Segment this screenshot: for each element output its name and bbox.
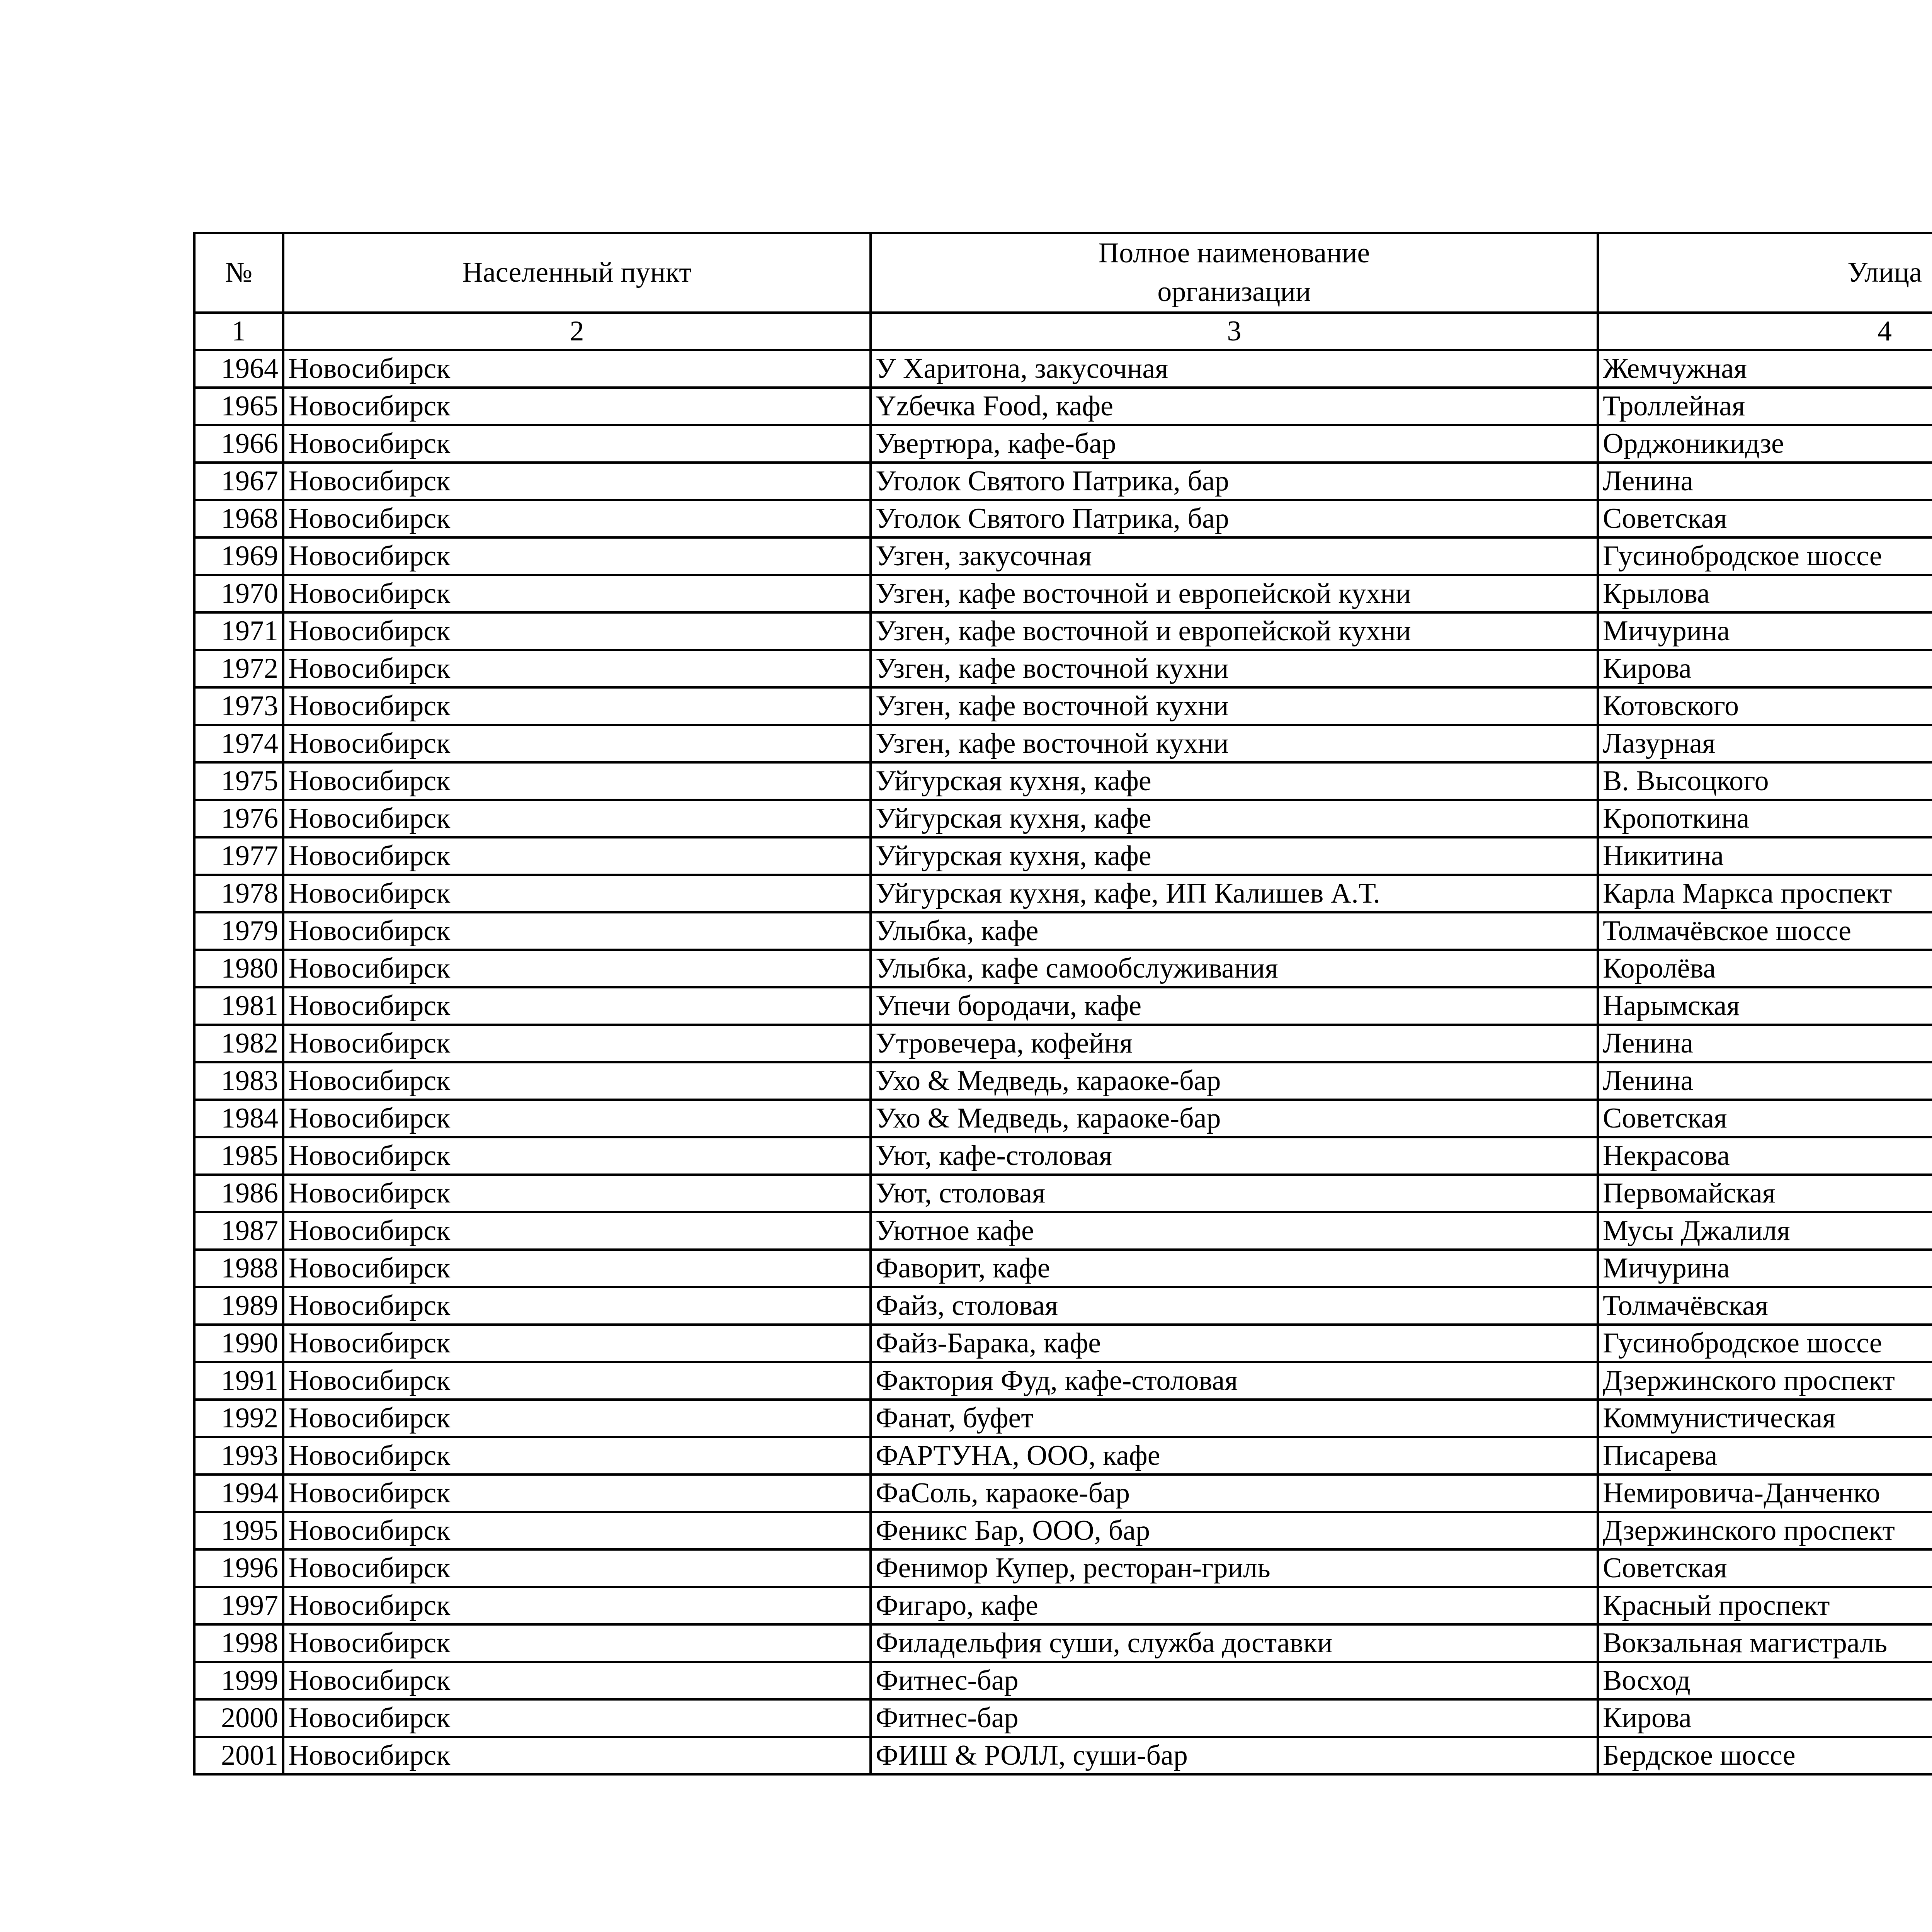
cell-organization: Фенимор Купер, ресторан-гриль [871,1549,1598,1587]
cell-organization: Феникс Бар, ООО, бар [871,1512,1598,1549]
cell-number: 2001 [194,1737,283,1774]
cell-street: Королёва [1598,950,1932,987]
cell-city: Новосибирск [283,650,871,687]
cell-street: Бердское шоссе [1598,1737,1932,1774]
cell-organization: ФИШ & РОЛЛ, суши-бар [871,1737,1598,1774]
cell-city: Новосибирск [283,1287,871,1325]
cell-city: Новосибирск [283,1587,871,1624]
cell-city: Новосибирск [283,1549,871,1587]
cell-number: 1971 [194,612,283,650]
cell-city: Новосибирск [283,1737,871,1774]
cell-city: Новосибирск [283,388,871,425]
table-row [194,1175,1932,1212]
header-organization [871,233,1598,313]
cell-organization: Улыбка, кафе [871,912,1598,950]
cell-city: Новосибирск [283,875,871,912]
cell-organization: Уютное кафе [871,1212,1598,1250]
table-row [194,762,1932,800]
cell-number: 1964 [194,350,283,388]
table-row [194,575,1932,612]
column-number: 1 [194,313,283,350]
header-street: Улица [1598,233,1932,313]
table-row [194,725,1932,762]
cell-city: Новосибирск [283,762,871,800]
cell-street: Никитина [1598,837,1932,875]
cell-city: Новосибирск [283,350,871,388]
cell-city: Новосибирск [283,687,871,725]
table-row [194,1400,1932,1437]
table-row [194,388,1932,425]
table-row [194,875,1932,912]
cell-number: 1989 [194,1287,283,1325]
column-number: 2 [283,313,871,350]
cell-organization: Файз, столовая [871,1287,1598,1325]
cell-street: Толмачёвское шоссе [1598,912,1932,950]
table-row [194,1549,1932,1587]
table-row [194,837,1932,875]
header-city: Населенный пункт [283,233,871,313]
cell-organization: Узген, кафе восточной и европейской кухни [871,575,1598,612]
cell-organization: Узген, кафе восточной кухни [871,687,1598,725]
table-row [194,1737,1932,1774]
table-row [194,537,1932,575]
cell-number: 1981 [194,987,283,1025]
table-row [194,350,1932,388]
table-row [194,1437,1932,1475]
cell-street: Кирова [1598,1699,1932,1737]
cell-organization: Уголок Святого Патрика, бар [871,463,1598,500]
cell-organization: Фаворит, кафе [871,1250,1598,1287]
table-row [194,987,1932,1025]
cell-city: Новосибирск [283,1400,871,1437]
cell-number: 1973 [194,687,283,725]
cell-street: Советская [1598,1100,1932,1137]
table-row [194,425,1932,463]
cell-city: Новосибирск [283,575,871,612]
cell-number: 1967 [194,463,283,500]
cell-city: Новосибирск [283,537,871,575]
organizations-table [193,232,1932,1776]
cell-street: Писарева [1598,1437,1932,1475]
cell-number: 1977 [194,837,283,875]
table-row [194,687,1932,725]
cell-number: 1990 [194,1325,283,1362]
cell-organization: Утровечера, кофейня [871,1025,1598,1062]
cell-street: Мичурина [1598,1250,1932,1287]
table-row [194,1062,1932,1100]
cell-street: Советская [1598,1549,1932,1587]
cell-number: 1975 [194,762,283,800]
cell-number: 1980 [194,950,283,987]
cell-number: 1987 [194,1212,283,1250]
cell-city: Новосибирск [283,425,871,463]
table-row [194,1287,1932,1325]
cell-number: 1996 [194,1549,283,1587]
cell-number: 1993 [194,1437,283,1475]
table-body [194,350,1932,1774]
cell-number: 1995 [194,1512,283,1549]
cell-city: Новосибирск [283,1212,871,1250]
cell-organization: Уголок Святого Патрика, бар [871,500,1598,537]
cell-city: Новосибирск [283,1699,871,1737]
cell-street: Толмачёвская [1598,1287,1932,1325]
cell-city: Новосибирск [283,1437,871,1475]
cell-street: Троллейная [1598,388,1932,425]
cell-organization: Упечи бородачи, кафе [871,987,1598,1025]
table-row [194,1475,1932,1512]
column-number: 4 [1598,313,1932,350]
cell-street: Ленина [1598,463,1932,500]
cell-street: Восход [1598,1662,1932,1699]
cell-organization: Узген, кафе восточной кухни [871,725,1598,762]
cell-number: 1970 [194,575,283,612]
cell-street: Мичурина [1598,612,1932,650]
document-page [193,232,1932,1776]
cell-organization: Уют, столовая [871,1175,1598,1212]
cell-number: 1968 [194,500,283,537]
cell-number: 1969 [194,537,283,575]
cell-organization: Фактория Фуд, кафе-столовая [871,1362,1598,1400]
cell-organization: Уйгурская кухня, кафе [871,837,1598,875]
cell-organization: Уйгурская кухня, кафе [871,762,1598,800]
cell-organization: Фанат, буфет [871,1400,1598,1437]
cell-street: Орджоникидзе [1598,425,1932,463]
cell-organization: Узген, кафе восточной кухни [871,650,1598,687]
cell-city: Новосибирск [283,1362,871,1400]
cell-organization: Уют, кафе-столовая [871,1137,1598,1175]
cell-city: Новосибирск [283,800,871,837]
cell-organization: ФаСоль, караоке-бар [871,1475,1598,1512]
cell-street: В. Высоцкого [1598,762,1932,800]
cell-organization: Узген, закусочная [871,537,1598,575]
table-row [194,1662,1932,1699]
cell-street: Кропоткина [1598,800,1932,837]
header-row [194,233,1932,313]
cell-organization: У Харитона, закусочная [871,350,1598,388]
cell-number: 1979 [194,912,283,950]
cell-number: 1985 [194,1137,283,1175]
cell-street: Немировича-Данченко [1598,1475,1932,1512]
cell-organization: Уйгурская кухня, кафе, ИП Калишев А.Т. [871,875,1598,912]
cell-city: Новосибирск [283,1025,871,1062]
table-row [194,612,1932,650]
cell-number: 1984 [194,1100,283,1137]
cell-number: 1988 [194,1250,283,1287]
cell-number: 1994 [194,1475,283,1512]
cell-organization: Улыбка, кафе самообслуживания [871,950,1598,987]
cell-city: Новосибирск [283,1100,871,1137]
cell-organization: Уйгурская кухня, кафе [871,800,1598,837]
cell-street: Первомайская [1598,1175,1932,1212]
cell-city: Новосибирск [283,1062,871,1100]
table-row [194,912,1932,950]
cell-street: Красный проспект [1598,1587,1932,1624]
cell-street: Коммунистическая [1598,1400,1932,1437]
cell-city: Новосибирск [283,1175,871,1212]
cell-city: Новосибирск [283,912,871,950]
cell-city: Новосибирск [283,1512,871,1549]
cell-street: Лазурная [1598,725,1932,762]
column-number: 3 [871,313,1598,350]
cell-street: Мусы Джалиля [1598,1212,1932,1250]
cell-organization: Увертюра, кафе-бар [871,425,1598,463]
cell-street: Котовского [1598,687,1932,725]
table-row [194,1362,1932,1400]
cell-number: 1976 [194,800,283,837]
cell-number: 1991 [194,1362,283,1400]
cell-organization: Узген, кафе восточной и европейской кухни [871,612,1598,650]
cell-street: Дзержинского проспект [1598,1362,1932,1400]
cell-city: Новосибирск [283,837,871,875]
table-row [194,1212,1932,1250]
cell-street: Некрасова [1598,1137,1932,1175]
cell-number: 1965 [194,388,283,425]
table-row [194,650,1932,687]
table-row [194,800,1932,837]
header-number: № [194,233,283,313]
cell-number: 1992 [194,1400,283,1437]
column-number-row [194,313,1932,350]
cell-street: Ленина [1598,1025,1932,1062]
table-row [194,1137,1932,1175]
cell-city: Новосибирск [283,1137,871,1175]
cell-organization: ФАРТУНА, ООО, кафе [871,1437,1598,1475]
cell-organization: Фитнес-бар [871,1699,1598,1737]
cell-street: Нарымская [1598,987,1932,1025]
cell-city: Новосибирск [283,612,871,650]
table-row [194,1025,1932,1062]
table-row [194,1699,1932,1737]
cell-number: 1982 [194,1025,283,1062]
cell-city: Новосибирск [283,987,871,1025]
table-row [194,1512,1932,1549]
cell-street: Гусинобродское шоссе [1598,537,1932,575]
cell-street: Ленина [1598,1062,1932,1100]
cell-city: Новосибирск [283,463,871,500]
cell-city: Новосибирск [283,1325,871,1362]
cell-street: Крылова [1598,575,1932,612]
header-organization-line2: организации [1157,276,1311,308]
table-row [194,1624,1932,1662]
cell-number: 1972 [194,650,283,687]
cell-number: 1998 [194,1624,283,1662]
cell-street: Вокзальная магистраль [1598,1624,1932,1662]
cell-street: Карла Маркса проспект [1598,875,1932,912]
cell-organization: Фигаро, кафе [871,1587,1598,1624]
cell-organization: Файз-Барака, кафе [871,1325,1598,1362]
cell-organization: Ухо & Медведь, караоке-бар [871,1062,1598,1100]
cell-city: Новосибирск [283,1662,871,1699]
table-row [194,463,1932,500]
cell-city: Новосибирск [283,1475,871,1512]
cell-street: Советская [1598,500,1932,537]
cell-organization: Фитнес-бар [871,1662,1598,1699]
table-row [194,1100,1932,1137]
cell-city: Новосибирск [283,1624,871,1662]
table-row [194,500,1932,537]
header-organization-line1: Полное наименование [1098,237,1370,269]
cell-number: 1978 [194,875,283,912]
table-row [194,1587,1932,1624]
cell-number: 1997 [194,1587,283,1624]
cell-city: Новосибирск [283,725,871,762]
cell-number: 1999 [194,1662,283,1699]
cell-number: 2000 [194,1699,283,1737]
cell-city: Новосибирск [283,1250,871,1287]
cell-organization: Филадельфия суши, служба доставки [871,1624,1598,1662]
cell-street: Кирова [1598,650,1932,687]
cell-city: Новосибирск [283,500,871,537]
table-row [194,1325,1932,1362]
cell-street: Жемчужная [1598,350,1932,388]
cell-city: Новосибирск [283,950,871,987]
table-row [194,1250,1932,1287]
cell-street: Гусинобродское шоссе [1598,1325,1932,1362]
cell-number: 1986 [194,1175,283,1212]
cell-organization: Ухо & Медведь, караоке-бар [871,1100,1598,1137]
table-row [194,950,1932,987]
cell-number: 1983 [194,1062,283,1100]
cell-street: Дзержинского проспект [1598,1512,1932,1549]
cell-number: 1966 [194,425,283,463]
cell-number: 1974 [194,725,283,762]
cell-organization: Yzбечка Food, кафе [871,388,1598,425]
